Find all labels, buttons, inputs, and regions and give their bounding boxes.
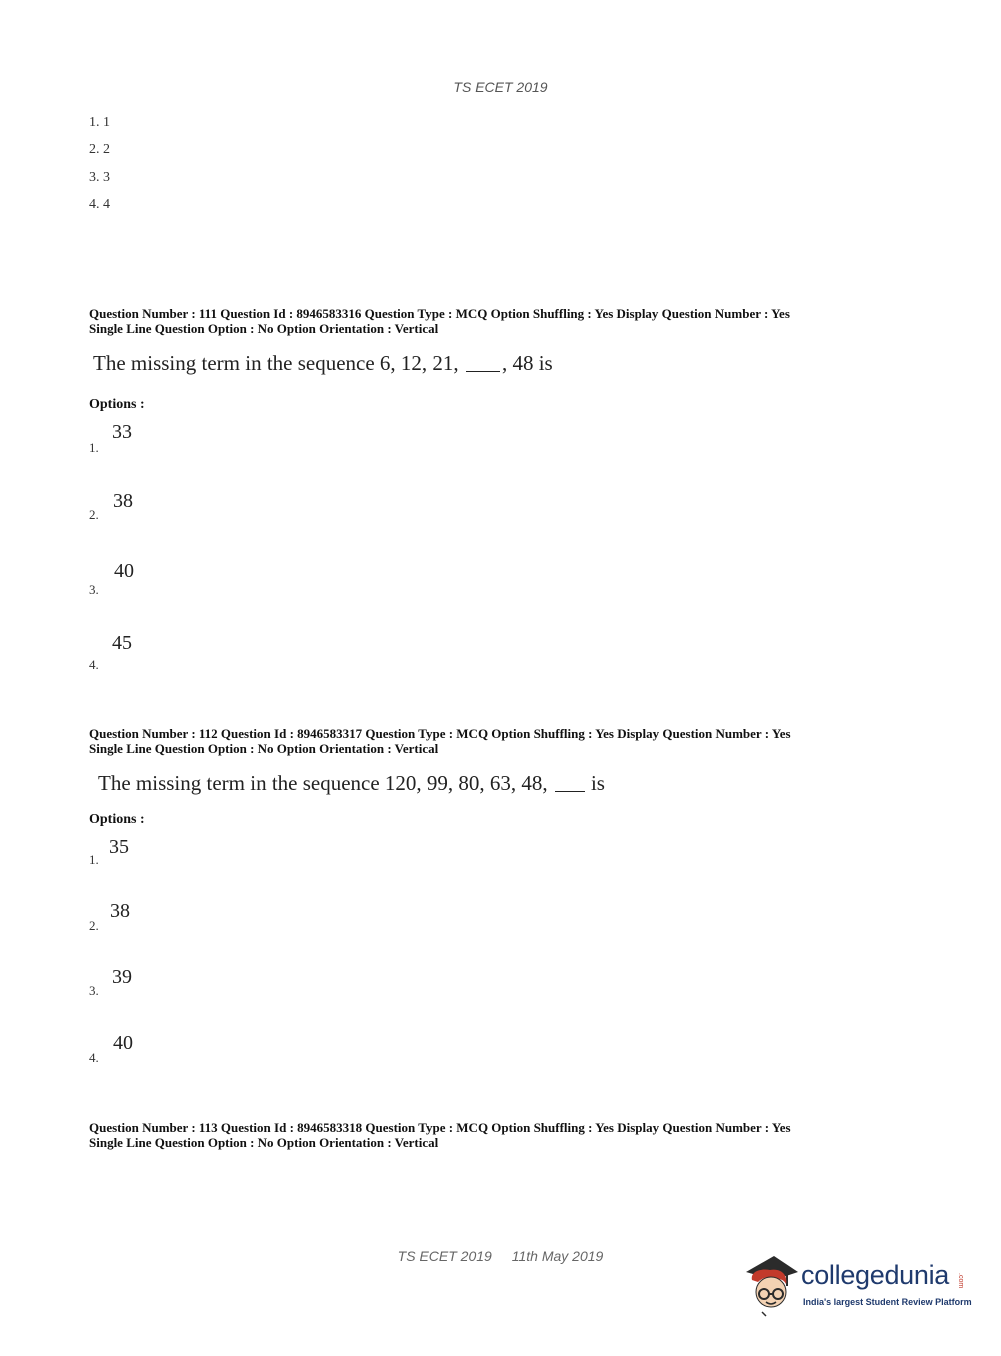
question-112-text (98, 771, 605, 796)
previous-option-1: 1. 1 (89, 115, 110, 130)
option-number: 3. (89, 983, 99, 998)
option-number: 1. (89, 852, 99, 867)
question-meta-line1: Question Number : 113 Question Id : 8946583318 Question Type : MCQ Option Shuffling : Yes Display Question Number : Yes (89, 1120, 791, 1135)
option-value: 33 (112, 421, 132, 443)
question-text: The missing term in the sequence 6, 12, 21, (93, 351, 459, 375)
question-111-meta (89, 306, 919, 336)
option-value: 40 (113, 1032, 133, 1054)
footer-exam: TS ECET 2019 (397, 1248, 492, 1264)
previous-option-2: 2. 2 (89, 142, 110, 158)
option-value: 38 (110, 900, 130, 922)
option-number: 2. (89, 918, 99, 933)
question-text-end: is (590, 771, 605, 795)
options-label: Options : (89, 397, 145, 412)
option-value: 35 (109, 836, 129, 858)
question-112-meta (89, 726, 919, 756)
question-meta-line2: Single Line Question Option : No Option Orientation : Vertical (89, 321, 439, 336)
brand-tagline: India's largest Student Review Platform (803, 1297, 972, 1307)
option-number: 1. (89, 440, 99, 455)
question-text-end: , 48 is (501, 351, 553, 375)
answer-blank (466, 371, 500, 372)
options-label: Options : (89, 812, 145, 827)
option-value: 38 (113, 490, 133, 512)
option-value: 45 (112, 632, 132, 654)
question-text: The missing term in the sequence 120, 99, 80, 63, 48, (98, 771, 548, 795)
previous-question-options (89, 114, 110, 223)
option-number: 3. (89, 582, 99, 597)
question-meta-line1: Question Number : 111 Question Id : 8946583316 Question Type : MCQ Option Shuffling : Yes Display Question Number : Yes (89, 306, 790, 321)
option-value: 40 (114, 560, 134, 582)
question-111-text (93, 351, 553, 376)
collegedunia-mascot-icon (740, 1250, 802, 1318)
question-meta-line2: Single Line Question Option : No Option Orientation : Vertical (89, 741, 439, 756)
footer-date: 11th May 2019 (511, 1248, 604, 1264)
question-meta-line1: Question Number : 112 Question Id : 8946583317 Question Type : MCQ Option Shuffling : Yes Display Question Number : Yes (89, 726, 791, 741)
option-number: 4. (89, 657, 99, 672)
previous-option-3: 3. 3 (89, 169, 110, 185)
previous-option-4: 4. 4 (89, 196, 110, 212)
question-meta-line2: Single Line Question Option : No Option Orientation : Vertical (89, 1135, 439, 1150)
question-113-meta (89, 1120, 919, 1150)
option-number: 4. (89, 1050, 99, 1065)
option-number: 2. (89, 507, 99, 522)
answer-blank (555, 791, 585, 792)
page-header: TS ECET 2019 (453, 79, 548, 95)
brand-name: collegedunia (801, 1260, 950, 1290)
brand-suffix: .com (957, 1273, 964, 1289)
option-value: 39 (112, 966, 132, 988)
